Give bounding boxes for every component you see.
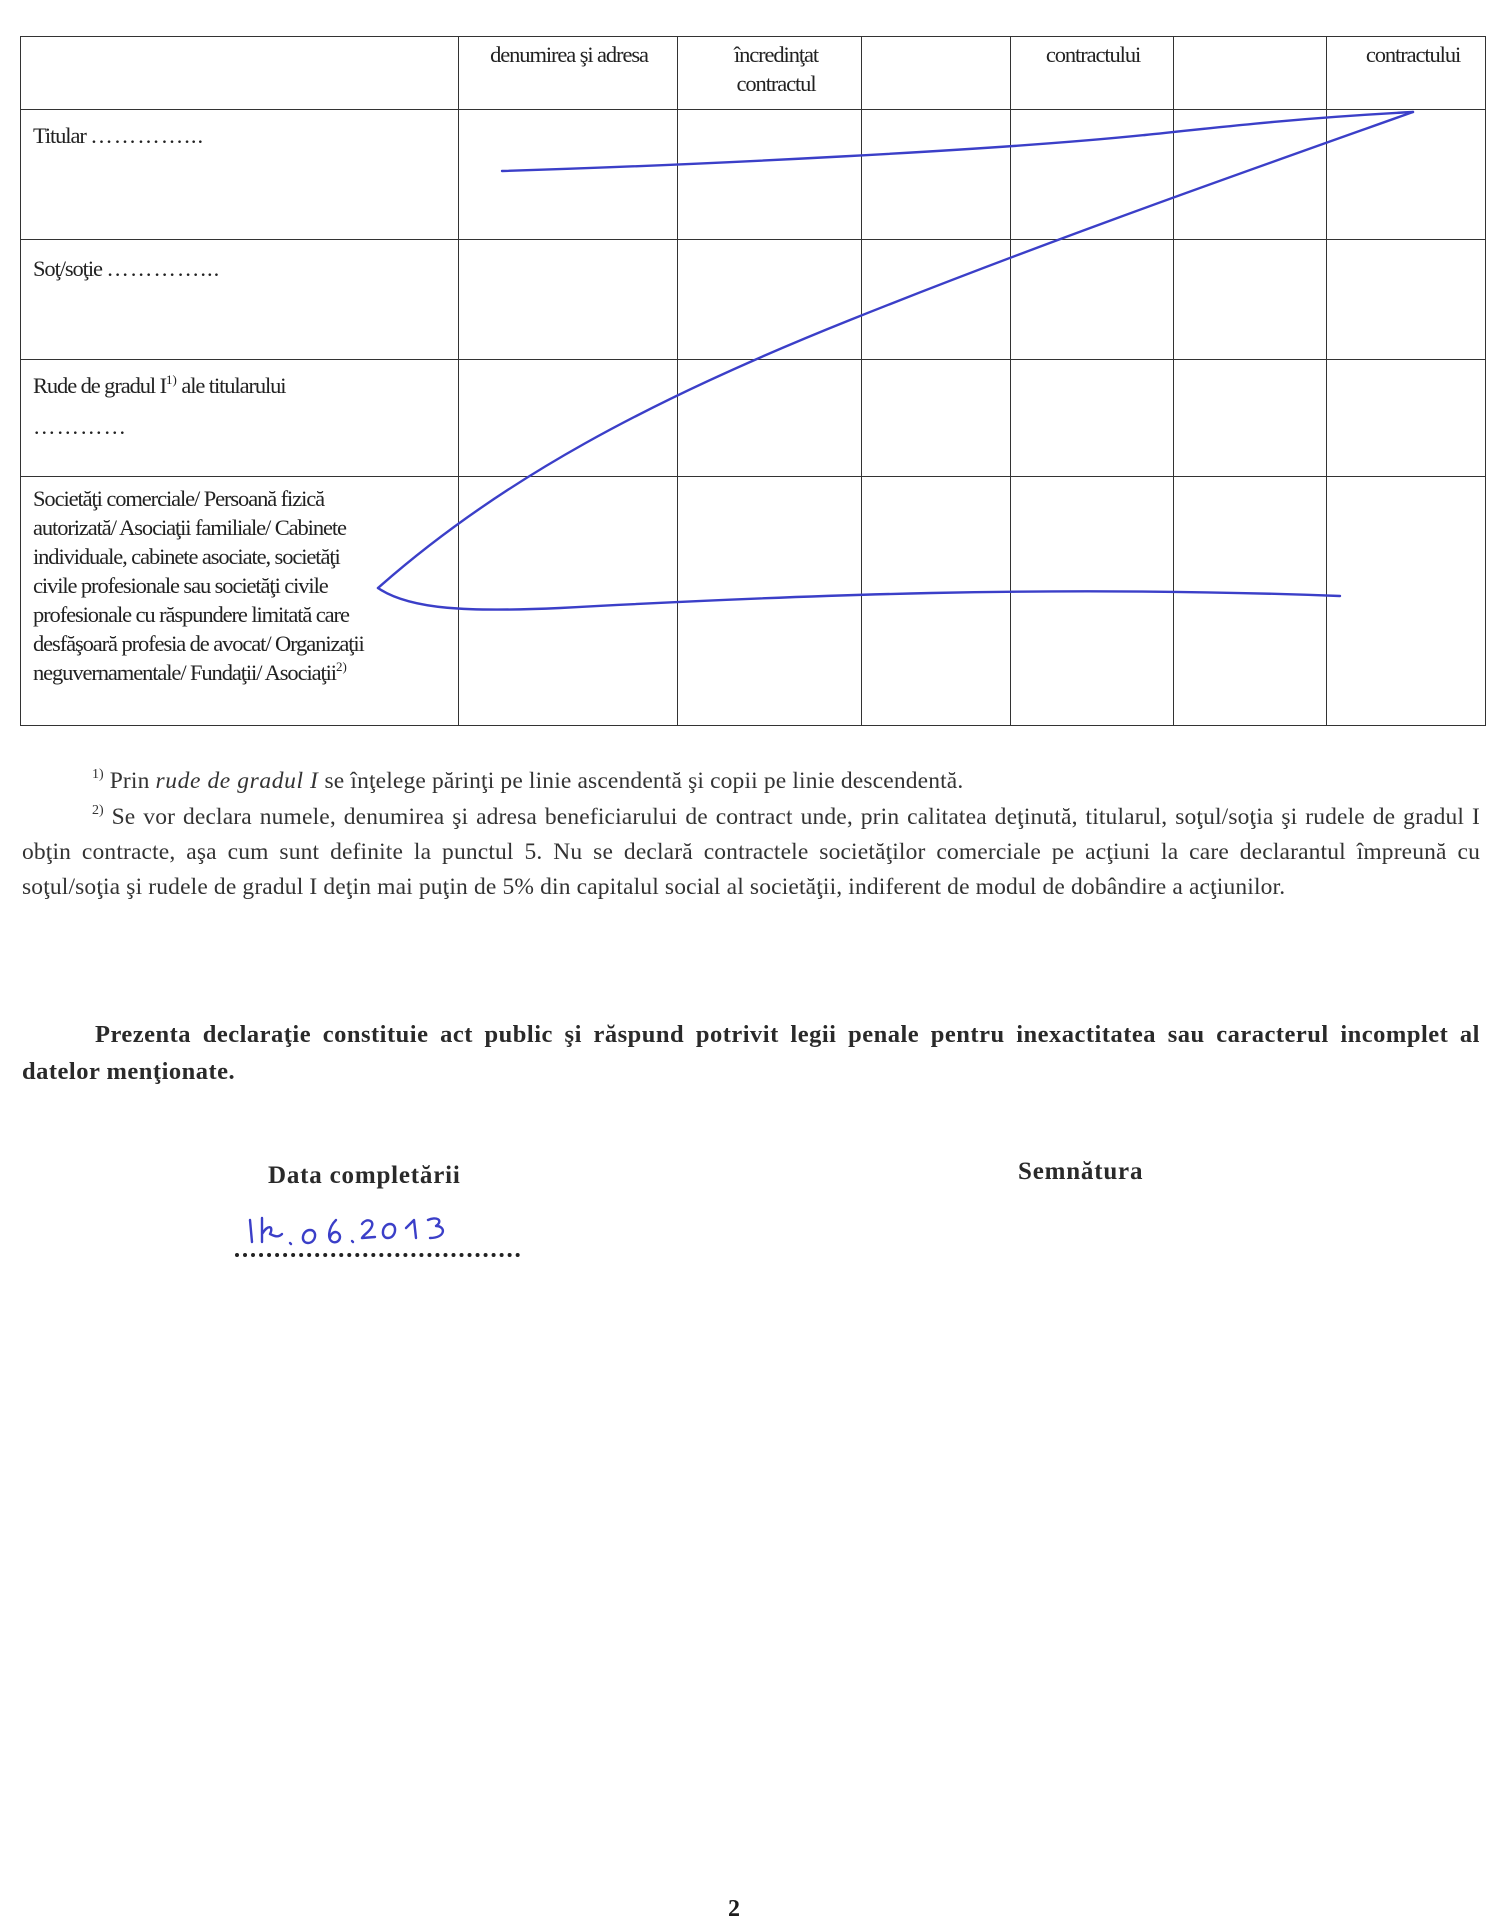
contracts-table — [20, 36, 1486, 726]
row-divider — [21, 109, 1485, 110]
column-divider — [861, 37, 862, 725]
header-denumirea-adresa: denumirea şi adresa — [490, 42, 648, 67]
signature-label: Semnătura — [1018, 1158, 1144, 1185]
societati-footnote-ref: 2) — [335, 659, 347, 674]
footnote-2-marker: 2) — [92, 803, 104, 818]
footnote-1-marker: 1) — [92, 767, 104, 782]
row-label-societati — [33, 484, 453, 687]
page-number: 2 — [728, 1896, 740, 1922]
legal-statement: Prezenta declaraţie constituie act public şi răspund potrivit legii penale pentru inexactitatea sau caracterul incomplet al datelor menţionate. — [22, 1021, 1480, 1085]
footnote-1 — [22, 764, 1480, 799]
footnote-1-text: Prin — [103, 768, 156, 794]
header-contractului-2: contractului — [1365, 42, 1461, 67]
column-divider — [1173, 37, 1174, 725]
societati-line: Societăţi comerciale/ Persoană fizică — [33, 486, 325, 511]
date-label: Data completării — [268, 1162, 461, 1189]
societati-line: desfăşoară profesia de avocat/ Organizaţii — [33, 631, 364, 656]
societati-line: neguvernamentale/ Fundaţii/ Asociaţii — [33, 660, 336, 685]
rude-dots: ………… — [33, 414, 127, 439]
sot-label: Soţ/soţie — [33, 256, 102, 281]
footnote-1-text-after: se înţelege părinţi pe linie ascendentă şi copii pe linie descendentă. — [318, 768, 964, 794]
titular-label: Titular — [33, 123, 86, 148]
rude-label: Rude de gradul I — [33, 373, 166, 398]
row-divider — [21, 239, 1485, 240]
footnote-1-italic: rude de gradul I — [155, 768, 319, 794]
societati-line: civile profesionale sau societăţi civile — [33, 573, 328, 598]
footnote-2 — [22, 800, 1480, 905]
societati-line: individuale, cabinete asociate, societăţi — [33, 544, 340, 569]
column-divider — [1326, 37, 1327, 725]
column-divider — [458, 37, 459, 725]
row-divider — [21, 359, 1485, 360]
date-dotted-line — [235, 1247, 520, 1257]
rude-footnote-ref: 1) — [165, 372, 177, 387]
row-divider — [21, 476, 1485, 477]
sot-dots: …………... — [106, 256, 221, 281]
header-incredintat-contractul: încredinţat contractul — [733, 42, 819, 96]
titular-dots: …………... — [90, 123, 205, 148]
column-divider — [1010, 37, 1011, 725]
footnote-2-text: Se vor declara numele, denumirea şi adresa beneficiarului de contract unde, prin calitatea deţinută, titularul, soţul/soţia şi rudele de gradul I obţin contracte, aşa cum sunt definite la punctul 5. Nu se declară contractele societăţilor comerciale pe acţiuni la care declarantul împreună cu soţul/soţia şi rudele de gradul I deţin mai puţin de 5% din capitalul social al societăţii, indiferent de modul de dobândire a acţiunilor. — [22, 804, 1480, 900]
column-divider — [677, 37, 678, 725]
header-contractului-1: contractului — [1045, 42, 1141, 67]
societati-line: autorizată/ Asociaţii familiale/ Cabinete — [33, 515, 346, 540]
rude-label-after: ale titularului — [181, 373, 286, 398]
row-label-titular — [33, 121, 204, 150]
row-label-rude — [33, 371, 453, 441]
societati-line: profesionale cu răspundere limitată care — [33, 602, 349, 627]
row-label-sot — [33, 254, 220, 283]
